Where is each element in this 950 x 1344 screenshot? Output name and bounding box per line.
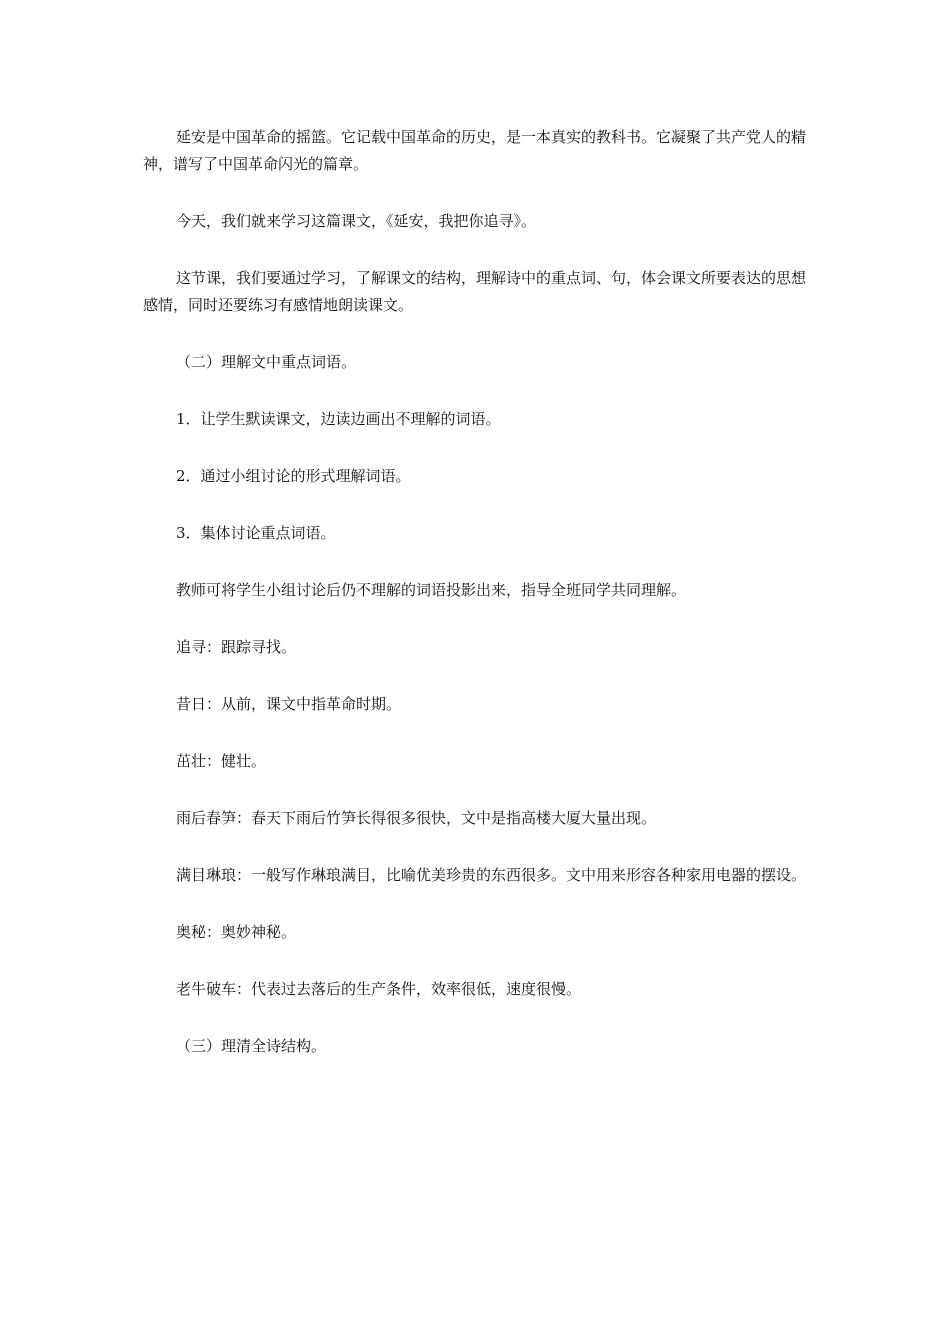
paragraph-teacher-note: 教师可将学生小组讨论后仍不理解的词语投影出来，指导全班同学共同理解。 bbox=[176, 581, 687, 599]
list-item-3: 3．集体讨论重点词语。 bbox=[176, 524, 336, 542]
section-heading-2: （二）理解文中重点词语。 bbox=[176, 353, 357, 371]
definition-laoniupoche: 老牛破车：代表过去落后的生产条件，效率很低，速度很慢。 bbox=[176, 980, 582, 998]
document-body bbox=[143, 124, 808, 1090]
definition-xiri: 昔日：从前，课文中指革命时期。 bbox=[176, 695, 402, 713]
definition-aomi: 奥秘：奥妙神秘。 bbox=[176, 923, 297, 941]
list-item-2: 2．通过小组讨论的形式理解词语。 bbox=[176, 467, 411, 485]
definition-zhuozhuang: 茁壮：健壮。 bbox=[176, 752, 267, 770]
section-heading-3: （三）理清全诗结构。 bbox=[176, 1037, 327, 1055]
definition-yuhouchunsun: 雨后春笋：春天下雨后竹笋长得很多很快，文中是指高楼大厦大量出现。 bbox=[176, 809, 657, 827]
paragraph-lesson-title: 今天，我们就来学习这篇课文，《延安，我把你追寻》。 bbox=[176, 212, 537, 230]
paragraph-lesson-goals: 这节课，我们要通过学习，了解课文的结构，理解诗中的重点词、句，体会课文所要表达的思想感情，同时还要练习有感情地朗读课文。 bbox=[143, 269, 807, 314]
list-item-1: 1．让学生默读课文，边读边画出不理解的词语。 bbox=[176, 410, 501, 428]
definition-manmulinlang: 满目琳琅：一般写作琳琅满目，比喻优美珍贵的东西很多。文中用来形容各种家用电器的摆设。 bbox=[176, 866, 807, 884]
paragraph-intro: 延安是中国革命的摇篮。它记载中国革命的历史，是一本真实的教科书。它凝聚了共产党人的精神，谱写了中国革命闪光的篇章。 bbox=[143, 128, 807, 173]
definition-zhuixun: 追寻：跟踪寻找。 bbox=[176, 638, 297, 656]
